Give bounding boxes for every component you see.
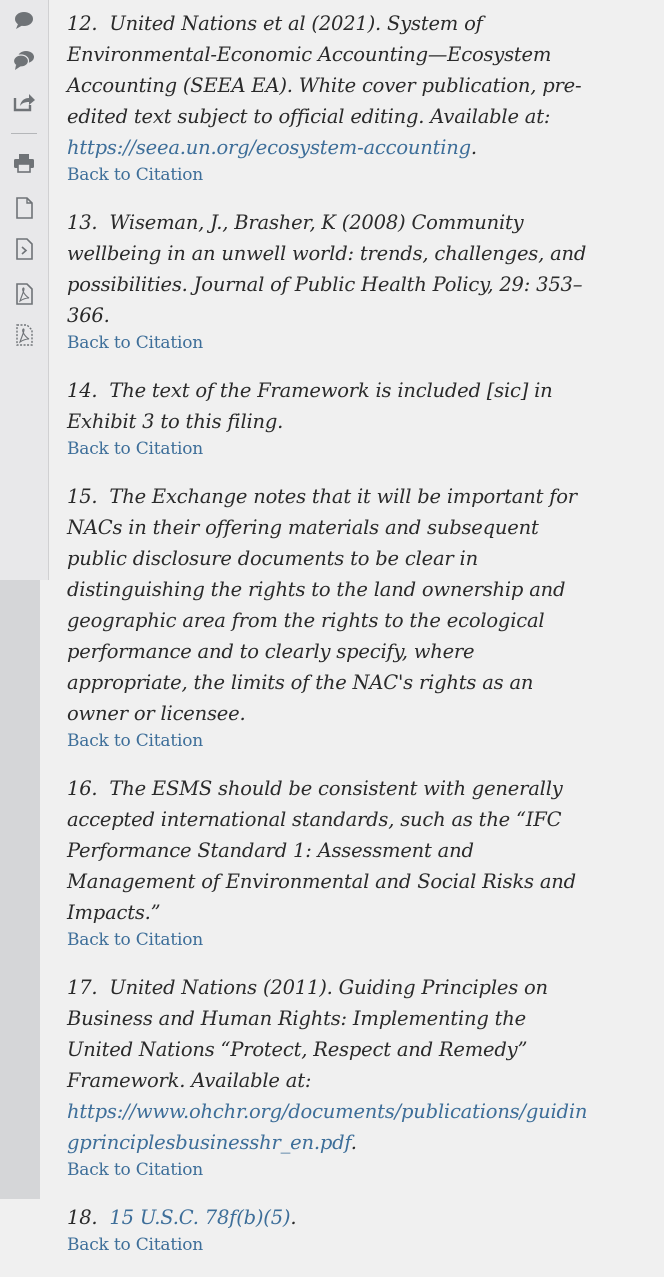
- footnote-text: [67, 207, 592, 331]
- back-to-citation-link[interactable]: Back to Citation: [67, 1235, 203, 1255]
- footnote-period: .: [350, 1131, 357, 1154]
- footnote-18: [67, 1202, 592, 1257]
- footnote-body: United Nations et al (2021). System of Environmental-Economic Accounting—Ecosystem Accounting (SEEA EA). White cover publication, pre-edited text subject to official editing. Available at:: [67, 12, 582, 128]
- back-to-citation-link[interactable]: Back to Citation: [67, 439, 203, 459]
- print-icon[interactable]: [12, 151, 36, 175]
- footnote-link[interactable]: https://seea.un.org/ecosystem-accounting: [67, 136, 471, 159]
- back-to-citation-link[interactable]: Back to Citation: [67, 1160, 203, 1180]
- footnote-number: 14.: [67, 379, 98, 402]
- footnote-text: [67, 773, 592, 928]
- footnote-text: [67, 972, 592, 1158]
- footnote-13: [67, 207, 592, 355]
- footnote-text: [67, 481, 592, 729]
- footnote-15: [67, 481, 592, 753]
- share-icon[interactable]: [12, 90, 36, 114]
- footnote-link[interactable]: https://www.ohchr.org/documents/publications/guidingprinciplesbusinesshr_en.pdf: [67, 1100, 588, 1154]
- document-arrow-icon[interactable]: [12, 237, 36, 261]
- footnote-number: 12.: [67, 12, 98, 35]
- footnote-body: The text of the Framework is included [sic] in Exhibit 3 to this filing.: [67, 379, 553, 433]
- pdf-alt-icon[interactable]: [12, 323, 36, 347]
- footnote-body: United Nations (2011). Guiding Principles on Business and Human Rights: Implementing the United Nations “Protect, Respect and Remedy” Framework. Available at:: [67, 976, 548, 1092]
- footnotes-list: [67, 8, 592, 1277]
- footnote-number: 13.: [67, 211, 98, 234]
- footnote-text: [67, 8, 592, 163]
- footnote-number: 18.: [67, 1206, 98, 1229]
- footnote-link[interactable]: 15 U.S.C. 78f(b)(5): [109, 1206, 291, 1229]
- footnote-number: 15.: [67, 485, 98, 508]
- sidebar-divider: [11, 133, 37, 134]
- pdf-icon[interactable]: [12, 282, 36, 306]
- footnote-body: The Exchange notes that it will be important for NACs in their offering materials and subsequent public disclosure documents to be clear in distinguishing the rights to the land ownership and geographic area from the rights to the ecological performance and to clearly specify, where appropriate, the limits of the NAC's rights as an owner or licensee.: [67, 485, 577, 725]
- footnote-number: 16.: [67, 777, 98, 800]
- footnote-number: 17.: [67, 976, 98, 999]
- back-to-citation-link[interactable]: Back to Citation: [67, 930, 203, 950]
- footnote-period: .: [470, 136, 477, 159]
- footnote-17: [67, 972, 592, 1182]
- back-to-citation-link[interactable]: Back to Citation: [67, 333, 203, 353]
- document-icon[interactable]: [12, 196, 36, 220]
- footnote-12: [67, 8, 592, 187]
- footnote-body: Wiseman, J., Brasher, K (2008) Community wellbeing in an unwell world: trends, challenges, and possibilities. Journal of Public Health Policy, 29: 353–366.: [67, 211, 587, 327]
- footnote-period: .: [290, 1206, 297, 1229]
- tool-sidebar: [0, 0, 49, 580]
- comment-icon[interactable]: [12, 8, 36, 32]
- back-to-citation-link[interactable]: Back to Citation: [67, 165, 203, 185]
- footnote-body: The ESMS should be consistent with generally accepted international standards, such as the “IFC Performance Standard 1: Assessment and Management of Environmental and Social Risks and Impacts.”: [67, 777, 576, 924]
- comments-icon[interactable]: [12, 48, 36, 72]
- footnote-text: [67, 1202, 592, 1233]
- footnote-16: [67, 773, 592, 952]
- back-to-citation-link[interactable]: Back to Citation: [67, 731, 203, 751]
- footnote-14: [67, 375, 592, 461]
- footnote-text: [67, 375, 592, 437]
